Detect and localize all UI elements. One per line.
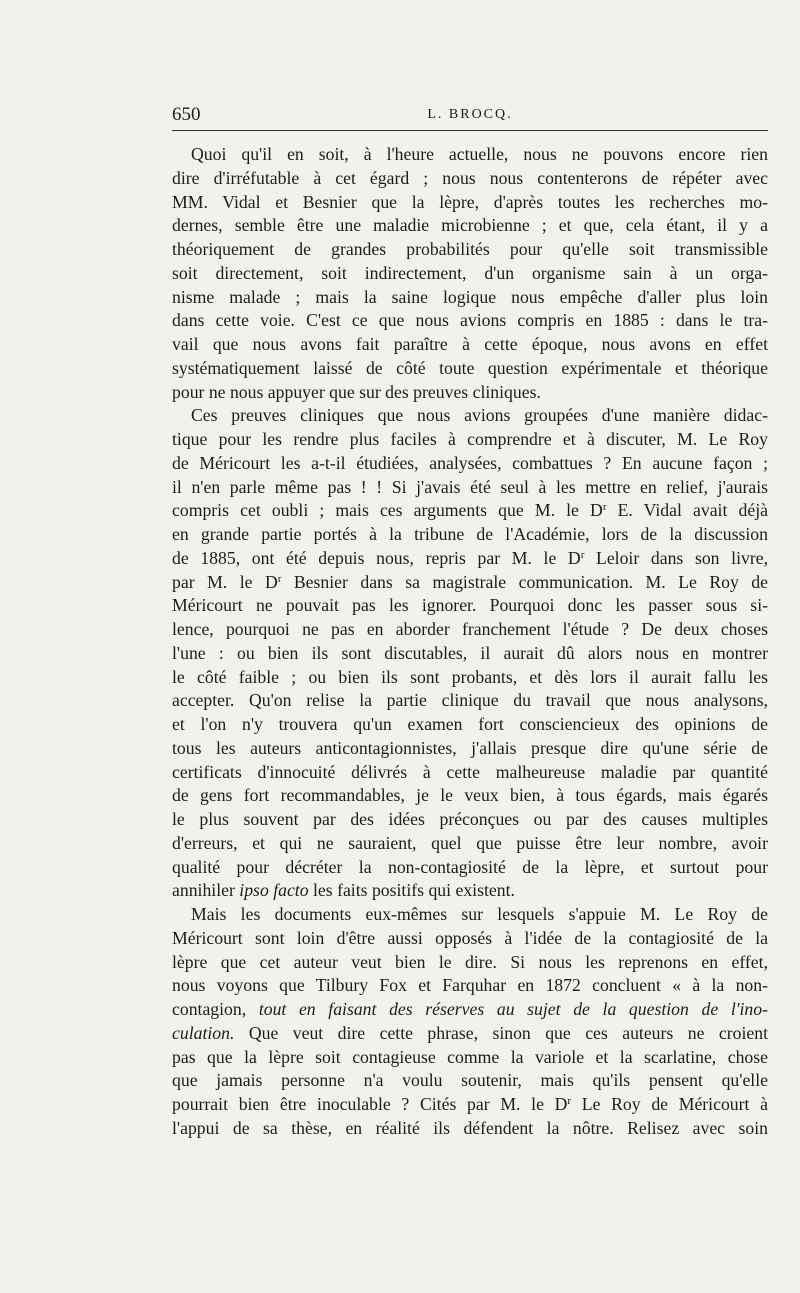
text-line: systématiquement laissé de côté toute question expérimentale et théorique xyxy=(172,357,768,378)
text-line: le côté faible ; ou bien ils sont probants, et dès lors il aurait fallu les xyxy=(172,666,768,687)
text-line: soit directement, soit indirectement, d'un organisme sain à un orga- xyxy=(172,262,768,283)
text-line: Méricourt ne pouvait pas les ignorer. Pourquoi donc les passer sous si- xyxy=(172,595,768,616)
text-line: annihiler ipso facto les faits positifs qui existent. xyxy=(172,880,515,901)
text-line: Ces preuves cliniques que nous avions groupées d'une manière didac- xyxy=(191,405,768,426)
text-line: lence, pourquoi ne pas en aborder franchement l'étude ? De deux choses xyxy=(172,619,768,639)
text-line: de Méricourt les a-t-il étudiées, analysées, combattues ? En aucune façon ; xyxy=(172,452,768,473)
text-line: l'appui de sa thèse, en réalité ils défendent la nôtre. Relisez avec soin xyxy=(172,1117,768,1138)
text-line: lèpre que cet auteur veut bien le dire. Si nous les reprenons en effet, xyxy=(172,951,768,972)
text-line: d'erreurs, et qui ne sauraient, quel que puisse être leur nombre, avoir xyxy=(172,832,768,853)
text-line: de 1885, ont été depuis nous, repris par M. le $D^r$ Leloir dans son livre, xyxy=(172,547,768,568)
text-line: dire d'irréfutable à cet égard ; nous nous contenterons de répéter avec xyxy=(172,167,768,188)
text-line: pour ne nous appuyer que sur des preuves cliniques. xyxy=(172,381,541,402)
text-line: qualité pour décréter la non-contagiosité de la lèpre, et surtout pour xyxy=(172,856,768,877)
text-line: nous voyons que Tilbury Fox et Farquhar en 1872 concluent « à la non- xyxy=(172,975,768,996)
text-line: l'une : ou bien ils sont discutables, il aurait dû alors nous en montrer xyxy=(172,642,768,663)
text-line: vail que nous avons fait paraître à cette époque, nous avons en effet xyxy=(172,334,768,354)
text-line: tous les auteurs anticontagionnistes, j'allais presque dire qu'une série de xyxy=(172,737,768,758)
text-line: le plus souvent par des idées préconçues ou par des causes multiples xyxy=(172,809,768,829)
text-line: certificats d'innocuité délivrés à cette malheureuse maladie par quantité xyxy=(172,761,768,782)
text-line: Quoi qu'il en soit, à l'heure actuelle, nous ne pouvons encore rien xyxy=(191,144,768,164)
text-line: nisme malade ; mais la saine logique nous empêche d'aller plus loin xyxy=(172,286,768,307)
text-line: théoriquement de grandes probabilités pour qu'elle soit transmissible xyxy=(172,239,768,259)
text-line: accepter. Qu'on relise la partie clinique du travail que nous analysons, xyxy=(172,690,768,711)
text-line: il n'en parle même pas ! ! Si j'avais été seul à les mettre en relief, j'aurais xyxy=(172,476,768,497)
text-line: tique pour les rendre plus faciles à comprendre et à discuter, M. Le Roy xyxy=(172,429,768,449)
header-rule xyxy=(172,130,768,131)
text-line: compris cet oubli ; mais ces arguments que M. le $D^r$ E. Vidal avait déjà xyxy=(172,500,768,521)
text-line: en grande partie portés à la tribune de l'Académie, lors de la discussion xyxy=(172,524,768,544)
body-text xyxy=(172,143,768,1141)
text-line: dans cette voie. C'est ce que nous avions compris en 1885 : dans le tra- xyxy=(172,310,768,331)
text-line: Méricourt sont loin d'être aussi opposés à l'idée de la contagiosité de la xyxy=(172,927,768,948)
text-line: contagion, tout en faisant des réserves au sujet de la question de l'ino- xyxy=(172,999,769,1019)
page-number: 650 xyxy=(172,104,201,125)
text-line: par M. le $D^r$ Besnier dans sa magistrale communication. M. Le Roy de xyxy=(172,571,768,592)
text-line: de gens fort recommandables, je le veux bien, à tous égards, mais égarés xyxy=(172,785,768,806)
text-line: culation. Que veut dire cette phrase, sinon que ces auteurs ne croient xyxy=(172,1022,768,1043)
text-line: pas que la lèpre soit contagieuse comme la variole et la scarlatine, chose xyxy=(172,1046,768,1067)
text-line: Mais les documents eux-mêmes sur lesquels s'appuie M. Le Roy de xyxy=(191,904,768,924)
text-line: que jamais personne n'a voulu soutenir, mais qu'ils pensent qu'elle xyxy=(172,1070,768,1091)
running-head: L. BROCQ. xyxy=(427,107,513,122)
text-line: dernes, semble être une maladie microbienne ; et que, cela étant, il y a xyxy=(172,215,768,236)
page-header xyxy=(172,104,768,130)
text-line: et l'on n'y trouvera qu'un examen fort consciencieux des opinions de xyxy=(172,714,768,734)
text-line: pourrait bien être inoculable ? Cités par M. le $D^r$ Le Roy de Méricourt à xyxy=(172,1094,768,1114)
text-line: MM. Vidal et Besnier que la lèpre, d'après toutes les recherches mo- xyxy=(172,191,768,212)
